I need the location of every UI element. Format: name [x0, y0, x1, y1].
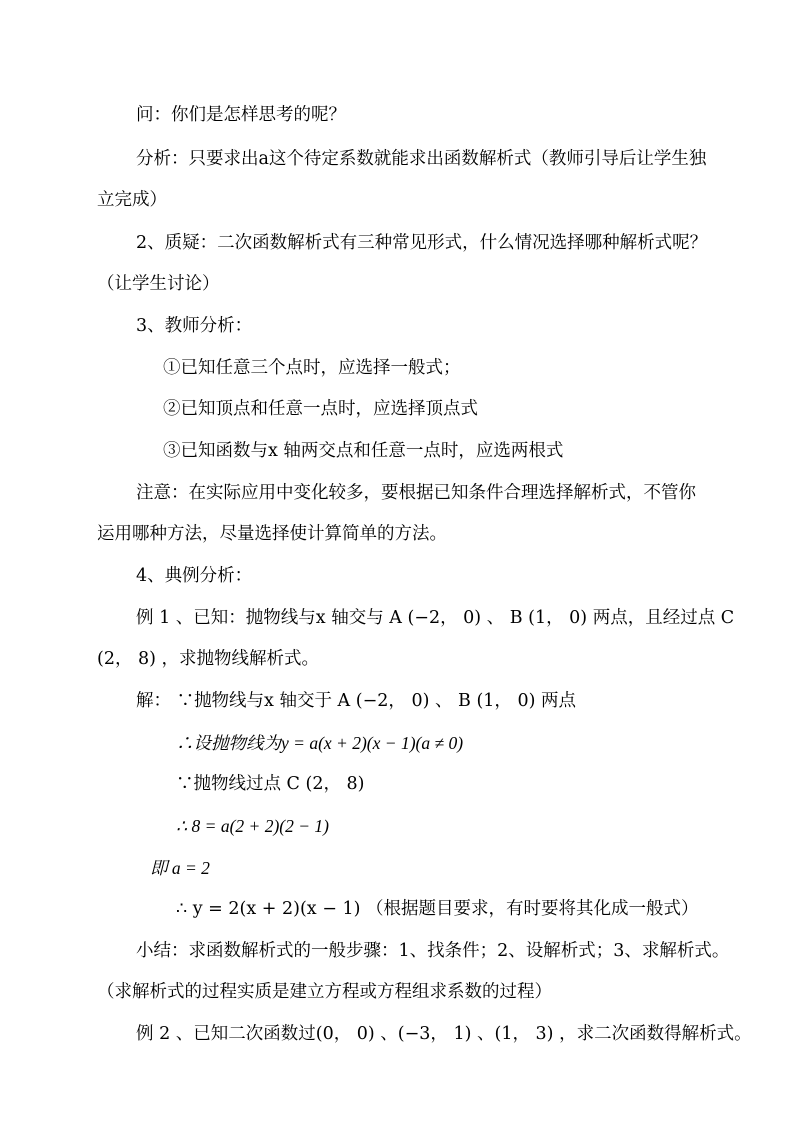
- note-line-cont: 运用哪种方法，尽量选择使计算简单的方法。: [97, 524, 447, 544]
- question-line: 问：你们是怎样思考的呢？: [136, 105, 346, 125]
- case-3-line: ③已知函数与x 轴两交点和任意一点时，应选两根式: [163, 441, 564, 461]
- examples-heading: 4、典例分析：: [136, 566, 253, 586]
- discussion-line: （让学生讨论）: [97, 274, 220, 294]
- note-line: 注意：在实际应用中变化较多，要根据已知条件合理选择解析式，不管你: [136, 483, 696, 503]
- example-1-line: 例 1 、已知：抛物线与x 轴交与 A (−2， 0) 、 B (1， 0) 两点，且经过点 C: [136, 608, 735, 628]
- teacher-analysis-heading: 3、教师分析：: [136, 316, 253, 336]
- solution-step-3: ∵抛物线过点 C (2， 8): [176, 774, 365, 794]
- summary-line-cont: （求解析式的过程实质是建立方程或方程组求系数的过程）: [97, 982, 552, 1002]
- analysis-line: 分析：只要求出a这个待定系数就能求出函数解析式（教师引导后让学生独: [136, 149, 707, 169]
- case-1-line: ①已知任意三个点时，应选择一般式；: [163, 358, 461, 378]
- example-1-line-cont: (2， 8) ，求抛物线解析式。: [97, 649, 320, 669]
- solution-step-5: 即 a = 2: [150, 858, 210, 878]
- analysis-line-cont: 立完成）: [97, 190, 167, 210]
- solution-step-1: 解： ∵抛物线与x 轴交于 A (−2， 0) 、 B (1， 0) 两点: [136, 691, 577, 711]
- solution-step-6: ∴ y = 2(x + 2)(x − 1) （根据题目要求，有时要将其化成一般式）: [176, 899, 699, 919]
- solution-step-2: ∴设抛物线为y = a(x + 2)(x − 1)(a ≠ 0): [176, 733, 464, 753]
- solution-step-4: ∴ 8 = a(2 + 2)(2 − 1): [176, 816, 329, 836]
- summary-line: 小结：求函数解析式的一般步骤：1、找条件；2、设解析式；3、求解析式。: [136, 941, 730, 961]
- case-2-line: ②已知顶点和任意一点时，应选择顶点式: [163, 399, 478, 419]
- example-2-line: 例 2 、已知二次函数过(0， 0) 、(−3， 1) 、(1， 3) ，求二次函数得解析式。: [136, 1024, 752, 1044]
- question-forms-line: 2、质疑：二次函数解析式有三种常见形式，什么情况选择哪种解析式呢？: [136, 233, 708, 253]
